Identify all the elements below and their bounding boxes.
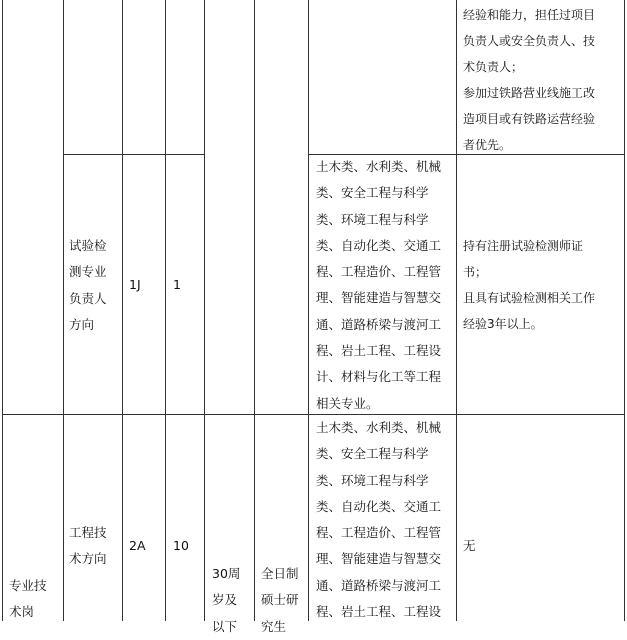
- majors-cell-eng: 土木类、水利类、机械 类、安全工程与科学 类、环境工程与科学 类、自动化类、交通工 程、工程造价、工程管 理、智能建造与智慧交 通、道路桥梁与渡河工 程、岩土工程、工程设: [316, 420, 442, 620]
- count-cell-eng: 10: [173, 538, 189, 553]
- requirements-cell-eng: 无: [463, 538, 476, 553]
- table-border: [165, 0, 166, 621]
- position-cell-test: 试验检 测专业 负责人 方向: [69, 238, 107, 332]
- table-border: [624, 0, 625, 621]
- table-border: [63, 154, 205, 155]
- majors-cell-test: 土木类、水利类、机械 类、安全工程与科学 类、环境工程与科学 类、自动化类、交通工 程、工程造价、工程管 理、智能建造与智慧交 通、道路桥梁与渡河工 程、岩土工程、工程设 计、材料与化工等工程 相关专业。: [316, 159, 442, 411]
- count-cell-test: 1: [173, 277, 181, 292]
- education-cell: 全日制 硕士研 究生: [261, 566, 299, 634]
- level-cell-test: 1J: [129, 277, 141, 292]
- requirements-cell-test: 持有注册试验检测师证 书； 且具有试验检测相关工作 经验3年以上。: [463, 239, 596, 331]
- table-border: [63, 0, 64, 621]
- table-border: [122, 0, 123, 621]
- table-border: [456, 0, 457, 621]
- position-cell-eng: 工程技 术方向: [69, 525, 107, 567]
- table-border: [2, 0, 3, 621]
- table-border: [308, 0, 309, 621]
- table-border: [2, 414, 625, 415]
- level-cell-eng: 2A: [129, 538, 146, 553]
- requirements-cell-prev: 经验和能力，担任过项目 负责人或安全负责人、技 术负责人； 参加过铁路营业线施工改 造项目或有铁路运营经验 者优先。: [463, 8, 596, 152]
- age-cell: 30周 岁及 以下: [212, 566, 241, 634]
- table-border: [204, 0, 205, 621]
- category-cell: 专业技 术岗: [9, 578, 47, 620]
- table-border: [254, 0, 255, 621]
